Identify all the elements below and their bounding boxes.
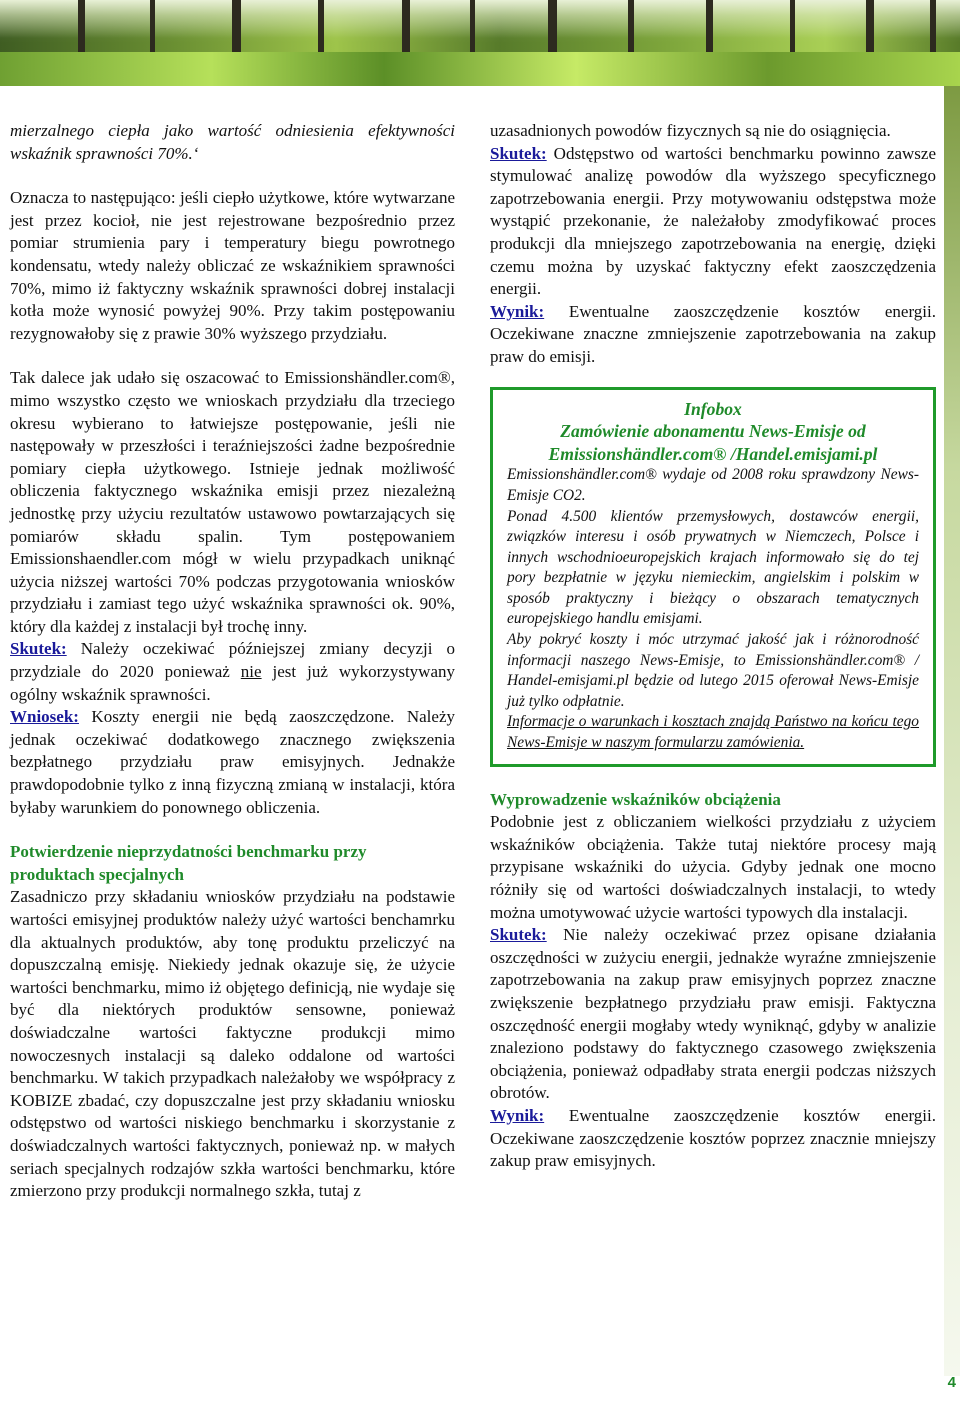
paragraph-skutek-right: Skutek: Odstępstwo od wartości benchmarku powinno zawsze stymulować analizę powodów dla wyższego specyficznego zapotrzebowania energii. Przy motywowaniu odstępstwa może wystąpić przekonanie, że należałoby zmodyfikować proces produkcji dla mniejszego zapotrzebowania na energię, dzięki czemu można by uzyskać faktyczny efekt zaoszczędzenia energii. [490,143,936,299]
skutek-label: Skutek: [490,143,547,163]
paragraph-skutek-load: Skutek: Nie należy oczekiwać przez opisane działania oszczędności w zużyciu energii, jednakże wyraźne zmniejszenie zapotrzebowania na zakup praw emisyjnych poprzez znaczne zwiększenie bezpłatnego przydziału praw emisji. Faktyczna oszczędność energii mogłaby wtedy wyniknąć, gdyby w analizie znaleziono podstawy do faktycznego czasowego zwiększenia obciążenia, ponieważ odpadłaby strata energii podczas niższych obrotów. [490,925,936,1103]
paragraph-wynik-load: Wynik: Ewentualne zaoszczędzenie kosztów energii. Oczekiwane zaoszczędzenie kosztów poprzez znacznie mniejszy zakup praw emisyjnych. [490,1105,936,1171]
paragraph-continuation-right: uzasadnionych powodów fizycznych są nie do osiągnięcia. [490,121,891,140]
infobox-line: Emissionshändler.com® wydaje od 2008 roku sprawdzony News-Emisje CO2. [507,466,919,504]
decorative-side-strip [944,86,960,1376]
emphasis-nie: nie [240,662,262,682]
paragraph-efficiency: Oznacza to następująco: jeśli ciepło użytkowe, które wytwarzane jest przez kocioł, nie jest rejestrowane bezpośrednio przez pomiar strumienia pary i temperatury biegu powrotnego kondensatu, wtedy należy obliczać ze wskaźnikiem sprawności 70%, mimo iż faktyczny wskaźnik sprawności dobrej instalacji kotła może wynosić powyżej 90%. Przy takim postępowaniu rezygnowałoby się z prawie 30% wyższego przydziału. [10,188,455,343]
page-number: 4 [947,1374,956,1391]
infobox-line: Aby pokryć koszty i móc utrzymać jakość jak i różnorodność informacji naszego News-Emisje, to Emissionshändler.com® / Handel-emisjami.pl będzie od lutego 2015 oferował News-Emisje już tylko odpłatnie. [507,631,919,710]
infobox-title: Infobox [684,398,742,419]
wynik-label: Wynik: [490,1105,545,1125]
infobox-subtitle: Zamówienie abonamentu News-Emisje od Emissionshändler.com® /Handel.emisjami.pl [548,421,878,464]
wynik-label: Wynik: [490,301,545,321]
forest-banner-image [0,0,960,86]
paragraph-wniosek: Wniosek: Koszty energii nie będą zaoszczędzone. Należy jednak oczekiwać dodatkowego znacznego zwiększenia bezpłatnego przydziału praw emisyjnych. Jednakże prawdopodobnie tylko z inną fizyczną zmianą w instalacji, która byłaby warunkiem do ponownego obliczenia. [10,707,455,817]
infobox-line: Ponad 4.500 klientów przemysłowych, dostawców energii, związków interesu i osób prywatnych w Niemczech, Polsce i innych wschodnioeuropejskich krajach informowało się do tej pory bezpłatnie w języku niemieckim, angielskim i polskim w sposób praktyczny i bieżący o obszarach tematycznych europejskiego handlu emisjami. [507,507,919,628]
right-column [490,120,936,1173]
infobox-order-link[interactable]: Informacje o warunkach i kosztach znajdą Państwo na końcu tego News-Emisje w naszym formularzu zamówienia. [507,713,919,752]
wniosek-label: Wniosek: [10,707,79,727]
paragraph-skutek: Skutek: Należy oczekiwać późniejszej zmiany decyzji o przydziale do 2020 ponieważ nie jest już wykorzystywany ogólny wskaźnik sprawności. [10,639,455,704]
paragraph-emissionshaendler: Tak dalece jak udało się oszacować to Emissionshändler.com®, mimo wszystko często we wnioskach przydziału dla trzeciego okresu wybierano to łatwiejsze postępowanie, jeśli nie następowały w przeszłości i teraźniejszości żadne bezpośrednie pomiary ciepła użytkowego. Istnieje jednak możliwość obliczenia faktycznego wskaźnika emisji przez niezależną jednostkę przy użyciu rezultatów ustawowo powtarzających się pomiarów składu spalin. Tym postępowaniem Emissionshaendler.com mógł w wielu przypadkach uniknąć użycia niższej wartości 70% podczas przygotowania wniosków przydziału i zamiast tego użyć wskaźnika sprawności ok. 90%, który dla każdej z instalacji był trochę inny. [10,368,455,636]
paragraph-load-factors: Podobnie jest z obliczaniem wielkości przydziału z użyciem wskaźników obciążenia. Także tutaj niektóre procesy mają przypisane wskaźniki do użycia. Gdyby jednak one mocno różniły się od wartości doświadczalnych instalacji, to wtedy można umotywować użycie wartości typowych dla instalacji. [490,812,936,922]
section-heading-benchmark: Potwierdzenie nieprzydatności benchmarku przy produktach specjalnych [10,842,367,884]
left-column [10,120,455,1203]
skutek-label: Skutek: [490,925,547,945]
paragraph-wynik-right: Wynik: Ewentualne zaoszczędzenie kosztów energii. Oczekiwane znaczne zmniejszenie zapotrzebowania na zakup praw do emisji. [490,301,936,366]
section-heading-load-factors: Wyprowadzenie wskaźników obciążenia [490,789,781,809]
infobox [490,387,936,767]
skutek-label: Skutek: [10,639,67,659]
paragraph-benchmark: Zasadniczo przy składaniu wniosków przydziału na podstawie wartości emisyjnej produktów należy użyć wartości benchamrku dla aktualnych produktów, aby tonę produktu przeliczyć na dopuszczalną emisję. Niekiedy jednak okazuje się, że użycie wartości benchmarku, mimo iż objętego definicją, nie wydaje się być dla niektórych produktów sensowne, ponieważ doświadczalne wartości faktyczne produkcji mimo nowoczesnych instalacji są daleko oddalone od wartości benchmarku. W takich przypadkach należałoby we współpracy z KOBIZE zbadać, czy dopuszczalne jest przy składaniu wniosku odstępstwo od wartości niskiego benchmarku i skorzystanie z doświadczalnych wartości faktycznych, ponieważ np. w małych seriach specjalnych rodzajów szkła wartości benchmarku, które zmierzono przy produkcji normalnego szkła, tutaj z [10,887,455,1201]
paragraph-continuation: mierzalnego ciepła jako wartość odniesienia efektywności wskaźnik sprawności 70%.‘ [10,121,455,163]
